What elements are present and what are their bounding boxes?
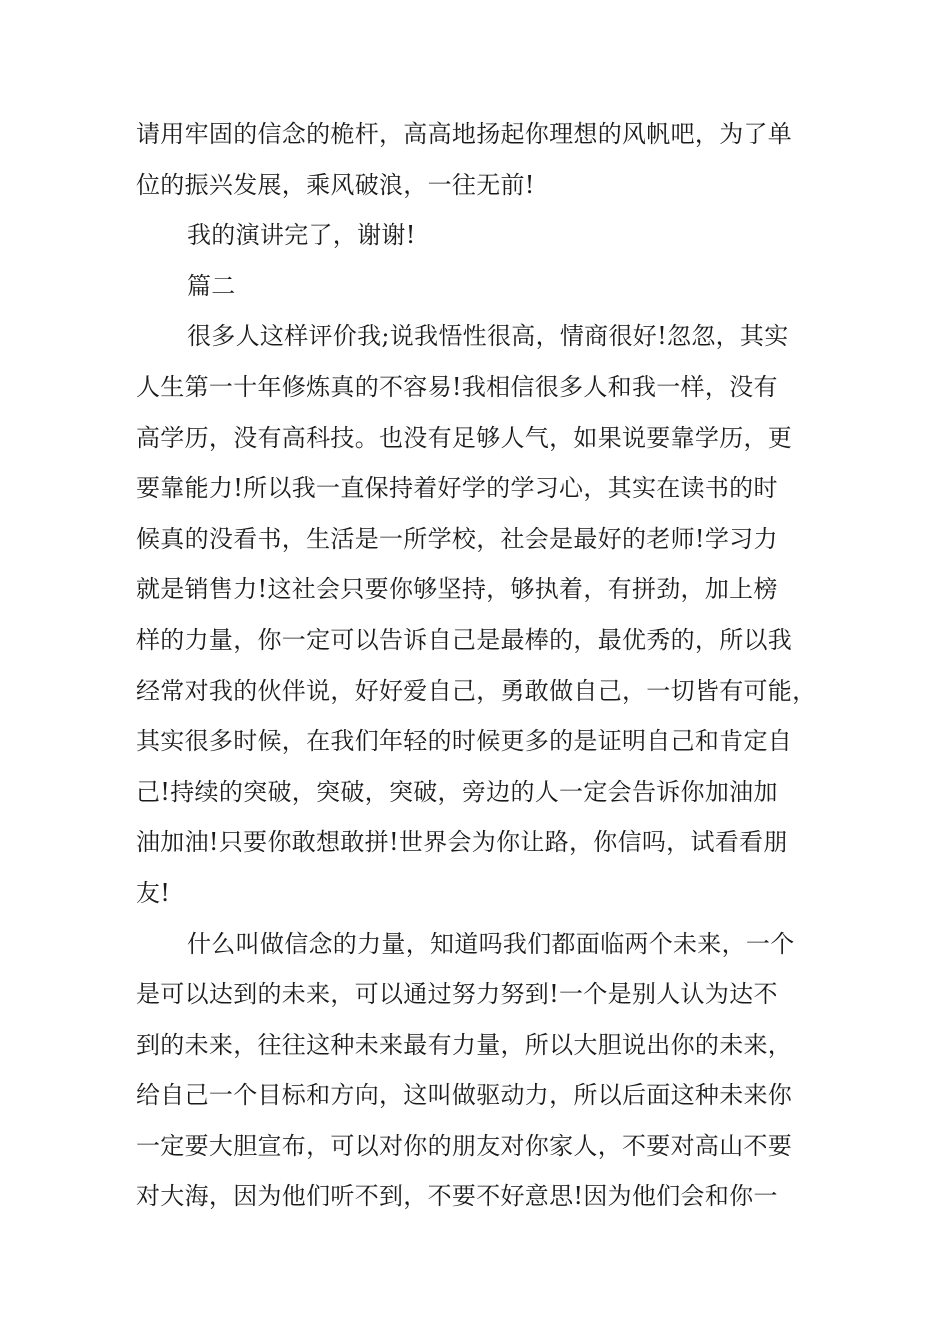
section-heading: 篇二 [187,271,236,300]
text-line-19: 到的未来，往往这种未来最有力量，所以大胆说出你的未来， [136,1030,793,1059]
text-line-11: 样的力量，你一定可以告诉自己是最棒的，最优秀的，所以我 [136,625,793,654]
text-line-12: 经常对我的伙伴说，好好爱自己，勇敢做自己，一切皆有可能， [136,676,817,705]
text-line-22: 对大海，因为他们听不到，不要不好意思!因为他们会和你一 [136,1182,778,1211]
text-line-5: 很多人这样评价我;说我悟性很高，情商很好!忽忽，其实 [187,322,789,351]
text-line-2: 位的振兴发展，乘风破浪，一往无前! [136,170,535,199]
text-line-13: 其实很多时候，在我们年轻的时候更多的是证明自己和肯定自 [136,727,793,756]
document-body [136,109,836,1222]
text-line-1: 请用牢固的信念的桅杆，高高地扬起你理想的风帆吧，为了单 [136,120,793,148]
text-line-20: 给自己一个目标和方向，这叫做驱动力，所以后面这种未来你 [136,1081,793,1110]
text-line-16: 友! [136,878,171,907]
text-line-6: 人生第一十年修炼真的不容易!我相信很多人和我一样，没有 [136,372,778,401]
text-line-21: 一定要大胆宣布，可以对你的朋友对你家人，不要对高山不要 [136,1131,793,1160]
text-line-14: 己!持续的突破，突破，突破，旁边的人一定会告诉你加油加 [136,777,778,806]
text-line-15: 油加油!只要你敢想敢拼!世界会为你让路，你信吗，试看看朋 [136,828,788,857]
text-line-17: 什么叫做信念的力量，知道吗我们都面临两个未来，一个 [187,929,795,958]
text-line-8: 要靠能力!所以我一直保持着好学的学习心，其实在读书的时 [136,474,778,503]
text-line-3: 我的演讲完了，谢谢! [187,221,416,250]
text-line-10: 就是销售力!这社会只要你够坚持，够执着，有拼劲，加上榜 [136,575,778,604]
text-line-7: 高学历，没有高科技。也没有足够人气，如果说要靠学历，更 [136,423,793,452]
text-line-18: 是可以达到的未来，可以通过努力努到!一个是别人认为达不 [136,980,778,1009]
text-line-9: 候真的没看书，生活是一所学校，社会是最好的老师!学习力 [136,524,778,553]
